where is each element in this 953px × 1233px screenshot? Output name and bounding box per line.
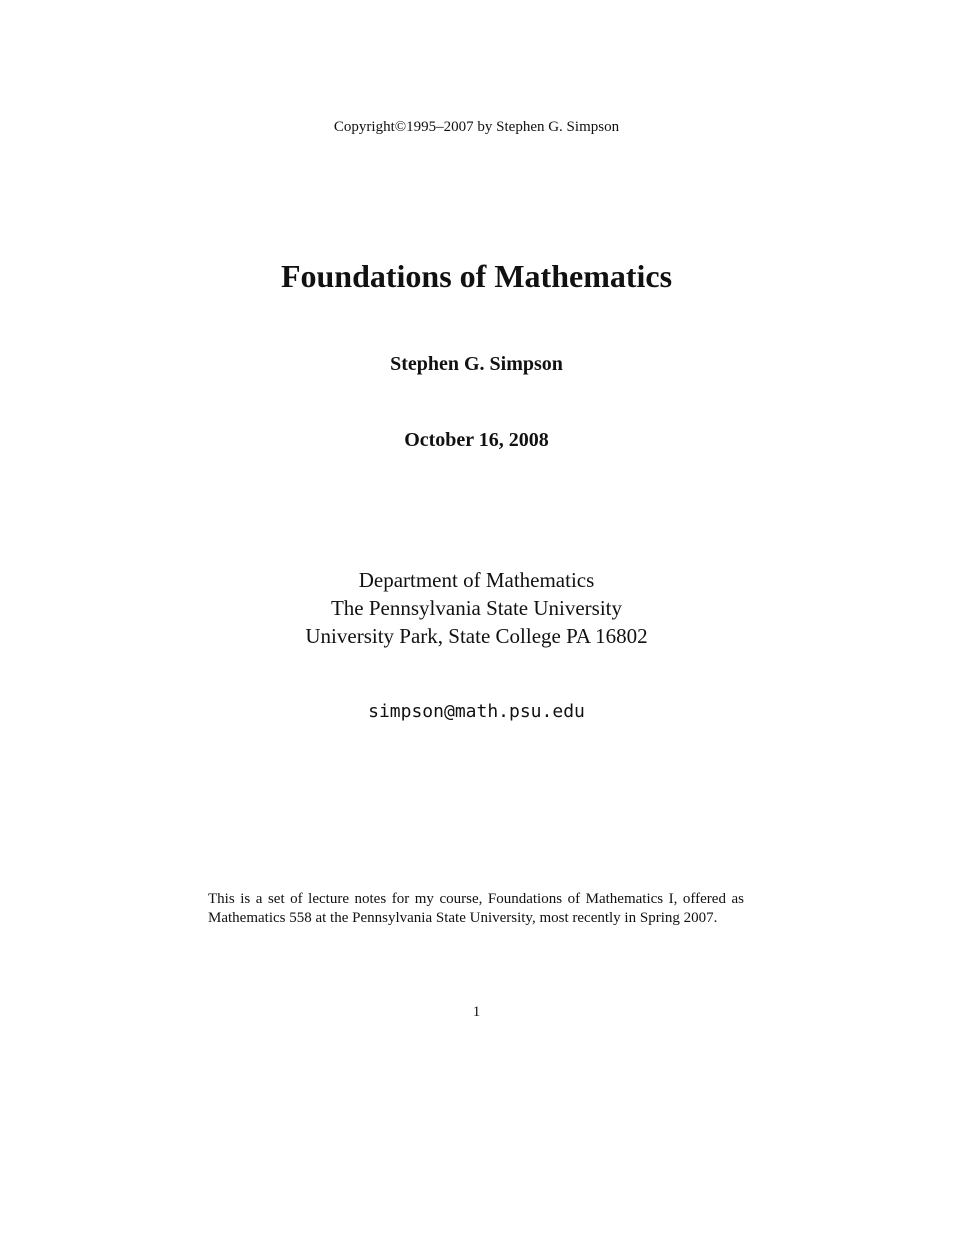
- copyright-notice: Copyright©1995–2007 by Stephen G. Simpson: [333, 119, 620, 135]
- address-university: The Pennsylvania State University: [330, 596, 623, 620]
- author-name: Stephen G. Simpson: [390, 353, 563, 375]
- address-department: Department of Mathematics: [358, 568, 595, 592]
- author-email: simpson@math.psu.edu: [368, 701, 585, 722]
- abstract-paragraph: This is a set of lecture notes for my course, Foundations of Mathematics I, offered as Mathematics 558 at the Pennsylvania State University, most recently in Spring 2007.: [208, 891, 744, 926]
- affiliation-address: [0, 566, 953, 650]
- document-date: October 16, 2008: [404, 429, 549, 451]
- document-title: Foundations of Mathematics: [280, 258, 673, 294]
- page-number: 1: [472, 1004, 481, 1020]
- address-location: University Park, State College PA 16802: [305, 624, 648, 648]
